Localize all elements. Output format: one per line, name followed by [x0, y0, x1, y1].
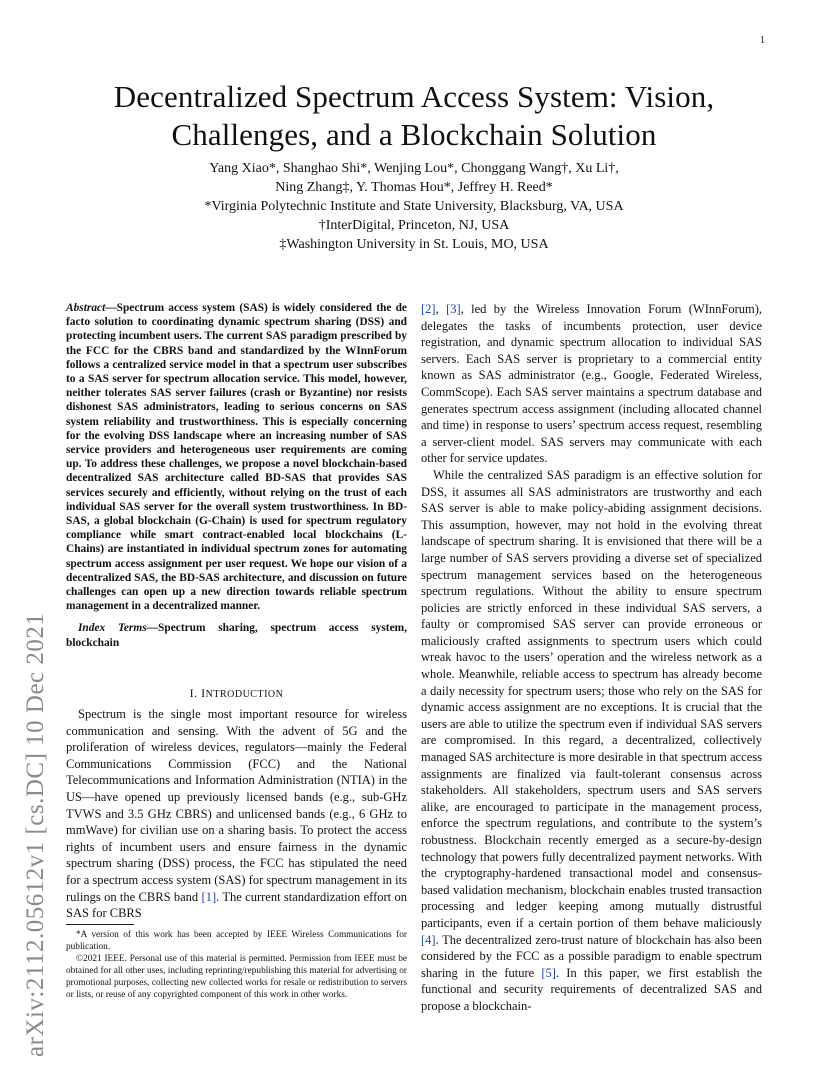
intro-paragraph: [66, 706, 407, 922]
citation-link-3[interactable]: [3]: [446, 302, 461, 316]
page-number: 1: [760, 35, 765, 46]
affiliation-2: †InterDigital, Princeton, NJ, USA: [318, 218, 510, 233]
citation-separator: ,: [435, 302, 447, 316]
abstract: [66, 301, 407, 613]
right-paragraph-2-end: . In this paper, we first establish the functional and security requirements of decentralized SAS and propose a blockchain-: [421, 965, 762, 1013]
intro-column: [66, 706, 407, 922]
footnote-copyright: ©2021 IEEE. Personal use of this material is permitted. Permission from IEEE must be obtained for all other uses, including reprinting/republishing this material for advertising or promotional purposes, collecting new collected works for resale or redistribution to servers or lists, or reuse of any copyrighted component of this work in other works.: [66, 954, 407, 1000]
author-block: [60, 159, 768, 254]
footnote-acceptance: *A version of this work has been accepted by IEEE Wireless Communications for publication.: [66, 930, 407, 952]
right-paragraph-1-text: , led by the Wireless Innovation Forum (WInnForum), delegates the tasks of incumbents protection, user device registration, and dynamic spectrum allocation to individual SAS servers. Each SAS server is proprietary to a commercial entity known as SAS administrator (e.g., Google, Federated Wireless, CommScope). Each SAS server maintains a spectrum database and generates spectrum access assignment (including allocated channel and time) in response to users’ spectrum access request, resembling a server-client model. SAS servers may communicate with each other for service updates.: [421, 302, 763, 466]
citation-link-4[interactable]: [4]: [421, 932, 436, 947]
citation-link-1[interactable]: [1]: [201, 889, 217, 904]
paper-title: [60, 78, 768, 154]
author-line-2: Ning Zhang‡, Y. Thomas Hou*, Jeffrey H. Reed*: [275, 180, 553, 195]
section-heading-introduction: [66, 686, 407, 701]
author-line-1: Yang Xiao*, Shanghao Shi*, Wenjing Lou*, Chonggang Wang†, Xu Li†,: [209, 161, 619, 176]
section-title-rest: NTRODUCTION: [205, 689, 284, 700]
footnotes: [66, 924, 407, 1001]
right-paragraph-2-middle: . The decentralized zero-trust nature of blockchain has also been considered by the FCC as a possible paradigm to enable spectrum sharing in the future: [421, 932, 762, 980]
intro-text: Spectrum is the single most important resource for wireless communication and sensing. With the advent of 5G and the proliferation of wireless devices, regulators—mainly the Federal Communications Commission (FCC) and the National Telecommunications and Information Administration (NTIA) in the US—have opened up previously licensed bands (e.g., sub-GHz TVWS and 3.5 GHz CBRS) and unlicensed bands (e.g., 6 GHz to mmWave) for civilian use on a sharing basis. To protect the access rights of incumbent users and ensure fairness in the dynamic spectrum sharing (DSS) process, the FCC has stipulated the need for a spectrum access system (SAS) for spectrum management in its rulings on the CBRS band: [66, 707, 407, 904]
section-numeral: I.: [189, 686, 198, 700]
arxiv-stamp: arXiv:2112.05612v1 [cs.DC] 10 Dec 2021: [22, 612, 49, 1057]
index-terms: [66, 621, 407, 649]
title-line-2: Challenges, and a Blockchain Solution: [171, 117, 657, 152]
right-paragraph-2-text: While the centralized SAS paradigm is an effective solution for DSS, it assumes all SAS administrators are trustworthy and each SAS server is able to make policy-abiding assignment decisions. This assumption, however, may not hold in the evolving threat landscape of spectrum sharing. It is envisioned that there will be a large number of SAS servers providing a diverse set of specialized spectrum management services based on the heterogeneous spectrum regulations. Without the ability to ensure spectrum policies are strictly enforced in these individual SAS servers, a faulty or compromised SAS server can provide erroneous or maliciously crafted assignments to spectrum users which could wreak havoc to the users’ operation and the wireless network as a whole. Meanwhile, reliable access to spectrum has already become a daily necessity for spectrum users; those who rely on the SAS for dynamic access assignment are no exceptions. It is crucial that the users are able to utilize the spectrum even if individual SAS servers are compromised. In this regard, a decentralized, collectively managed SAS architecture is more desirable in that spectrum access assignments are finalized via fault-tolerant consensus across stakeholders. All stakeholders, spectrum users and SAS servers alike, are encouraged to participate in the management process, enforce the spectrum regulations, and contribute to the system’s robustness. Blockchain recently emerged as a secure-by-design technology that powers fully decentralized payment networks. With the cryptography-hardened transactional model and consensus-based validation mechanism, blockchain enables trusted transaction processing and ledger keeping among mutually distrustful participants, even if a certain portion of them behave maliciously: [421, 467, 762, 930]
abstract-label: Abstract: [66, 302, 106, 314]
citation-link-5[interactable]: [5]: [541, 965, 556, 980]
affiliation-1: *Virginia Polytechnic Institute and State University, Blacksburg, VA, USA: [204, 199, 624, 214]
right-column: [421, 301, 762, 1015]
abstract-column: [66, 301, 407, 650]
index-terms-text: —Spectrum sharing, spectrum access system, blockchain: [66, 622, 407, 649]
affiliation-3: ‡Washington University in St. Louis, MO, USA: [279, 237, 549, 252]
section-first-letter: I: [201, 686, 206, 700]
footnote-rule: [66, 924, 134, 925]
abstract-text: —Spectrum access system (SAS) is widely considered the de facto solution to coordinating dynamic spectrum sharing (DSS) and protecting incumbent users. The current SAS paradigm prescribed by the FCC for the CBRS band and standardized by the WInnForum follows a centralized service model in that a spectrum user subscribes to a SAS server for spectrum allocation service. This model, however, neither tolerates SAS server failures (crash or Byzantine) nor resists dishonest SAS administrators, leading to serious concerns on SAS system reliability and trustworthiness. This is especially concerning for the evolving DSS landscape where an increasing number of SAS service providers and heterogeneous user requirements are coming up. To address these challenges, we propose a novel blockchain-based decentralized SAS architecture called BD-SAS that provides SAS services securely and efficiently, without relying on the trust of each individual SAS server for the overall system trustworthiness. In BD-SAS, a global blockchain (G-Chain) is used for spectrum regulatory compliance while smart contract-enabled local blockchains (L-Chains) are instantiated in individual spectrum zones for automating spectrum access assignment per user request. We hope our vision of a decentralized SAS, the BD-SAS architecture, and discussion on future challenges can open up a new direction towards reliable spectrum management in a decentralized manner.: [66, 302, 407, 613]
intro-text-end: . The current standardization effort on SAS for CBRS: [66, 889, 407, 921]
citation-link-2[interactable]: [2]: [421, 302, 436, 316]
right-paragraph-2: [421, 467, 762, 1015]
title-line-1: Decentralized Spectrum Access System: Vision,: [113, 79, 715, 114]
index-terms-label: Index Terms: [78, 622, 147, 635]
right-paragraph-1: [421, 301, 762, 467]
